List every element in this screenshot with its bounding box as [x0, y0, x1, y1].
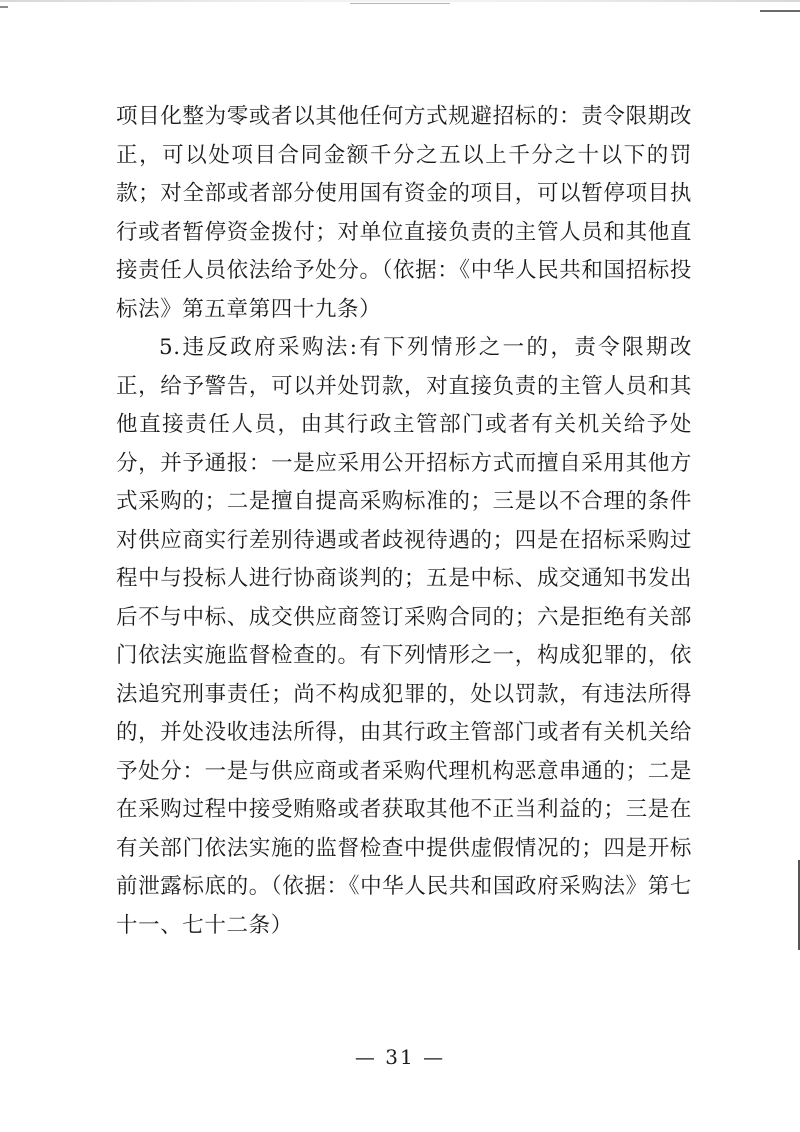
scan-artifact-left	[0, 6, 8, 8]
page-number: — 31 —	[354, 1045, 446, 1069]
paragraph-continuation: 项目化整为零或者以其他任何方式规避招标的：责令限期改正，可以处项目合同金额千分之五以上千分之十以下的罚款；对全部或者部分使用国有资金的项目，可以暂停项目执行或者暂停资金拨付；对单位直接负责的主管人员和其他直接责任人员依法给予处分。（依据：《中华人民共和国招标投标法》第五章第四十九条）	[116, 104, 692, 322]
scan-edge-top	[0, 0, 800, 2]
scan-artifact-right	[760, 10, 800, 12]
document-body	[116, 98, 692, 945]
scan-artifact-mid	[350, 3, 450, 4]
paragraph-procurement-law: 5.违反政府采购法:有下列情形之一的，责令限期改正，给予警告，可以并处罚款，对直接负责的主管人员和其他直接责任人员，由其行政主管部门或者有关机关给予处分，并予通报：一是应采用公开招标方式而擅自采用其他方式采购的；二是擅自提高采购标准的；三是以不合理的条件对供应商实行差别待遇或者歧视待遇的；四是在招标采购过程中与投标人进行协商谈判的；五是中标、成交通知书发出后不与中标、成交供应商签订采购合同的；六是拒绝有关部门依法实施监督检查的。有下列情形之一，构成犯罪的，依法追究刑事责任；尚不构成犯罪的，处以罚款，有违法所得的，并处没收违法所得，由其行政主管部门或者有关机关给予处分：一是与供应商或者采购代理机构恶意串通的；二是在采购过程中接受贿赂或者获取其他不正当利益的；三是在有关部门依法实施的监督检查中提供虚假情况的；四是开标前泄露标底的。（依据：《中华人民共和国政府采购法》第七十一、七十二条）	[116, 335, 692, 938]
